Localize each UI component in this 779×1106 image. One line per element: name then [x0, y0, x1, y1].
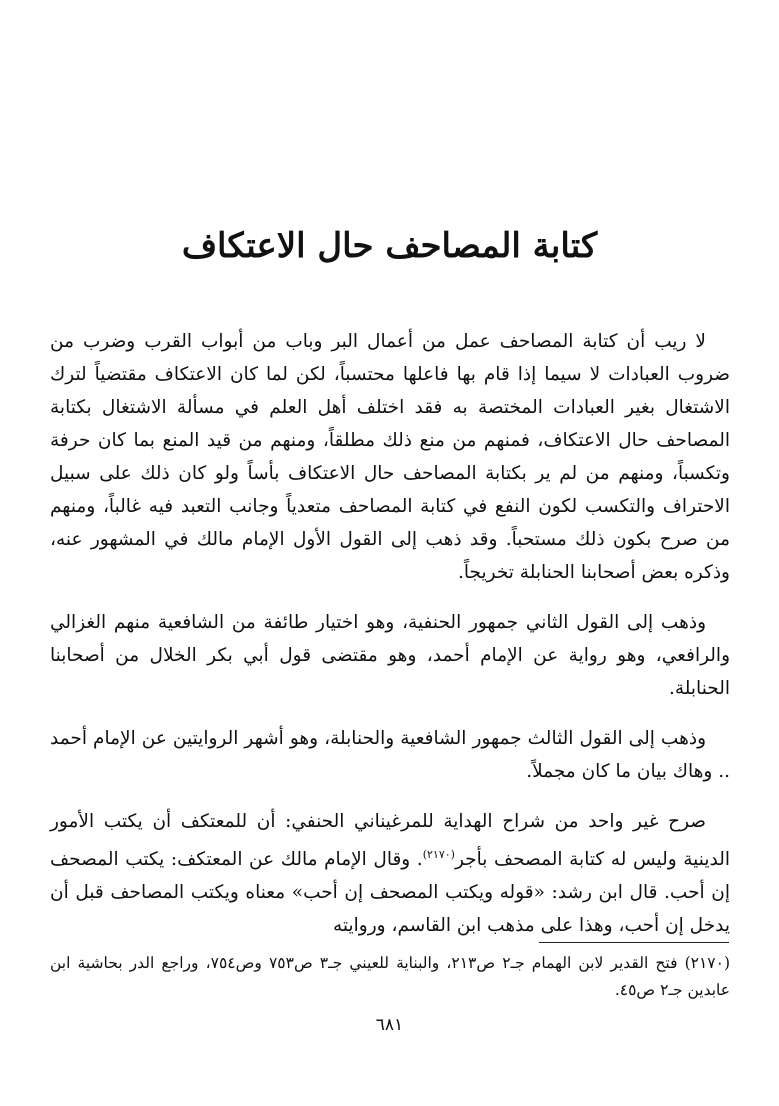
paragraph-4-text-a: صرح غير واحد من شراح الهداية للمرغيناني الحنفي: أن للمعتكف أن يكتب الأمور الدينية وليس له كتابة المصحف بأجر — [50, 811, 730, 871]
paragraph-3: وذهب إلى القول الثالث جمهور الشافعية والحنابلة، وهو أشهر الروايتين عن الإمام أحمد .. وهاك بيان ما كان مجملاً. — [50, 728, 730, 782]
main-text — [50, 325, 730, 959]
paragraph-4-text-b: . وقال الإمام مالك عن المعتكف: يكتب المصحف إن أحب. قال ابن رشد: «قوله ويكتب المصحف إن أحب» معناه ويكتب المصاحف قبل أن يدخل إن أحب، وهذا على مذهب ابن القاسم، وروايته — [50, 849, 730, 937]
paragraph-1: لا ريب أن كتابة المصاحف عمل من أعمال البر وباب من أبواب القرب وضرب من ضروب العبادات لا سيما إذا قام بها فاعلها محتسباً، لكن لما كان الاعتكاف مقتضياً لترك الاشتغال بغير العبادات المختصة به فقد اختلف أهل العلم في مسألة الاشتغال بكتابة المصاحف حال الاعتكاف، فمنهم من منع ذلك مطلقاً، ومنهم من قيد المنع بما كان حرفة وتكسباً، ومنهم من لم ير بكتابة المصاحف حال الاعتكاف بأساً ولو كان ذلك على سبيل الاحتراف والتكسب لكون النفع في كتابة المصاحف متعدياً وجانب التعبد فيه غالباً، ومنهم من صرح بكون ذلك مستحباً. وقد ذهب إلى القول الأول الإمام مالك في المشهور عنه، وذكره بعض أصحابنا الحنابلة تخريجاً. — [50, 331, 730, 583]
footnote-text: فتح القدير لابن الهمام جـ٢ ص٢١٣، والبناية للعيني جـ٣ ص٧٥٣ وص٧٥٤، وراجع الدر بحاشية ابن عابدين جـ٢ ص٤٥. — [50, 954, 730, 999]
footnote-number: (٢١٧٠) — [684, 954, 731, 972]
footnote — [50, 950, 730, 1004]
page-title: كتابة المصاحف حال الاعتكاف — [181, 226, 598, 266]
paragraph-2: وذهب إلى القول الثاني جمهور الحنفية، وهو اختيار طائفة من الشافعية منهم الغزالي والرافعي، وهو رواية عن الإمام أحمد، وهو مقتضى قول أبي بكر الخلال من أصحابنا الحنابلة. — [50, 612, 730, 699]
page-number: ٦٨١ — [375, 1015, 404, 1035]
footnote-divider — [539, 942, 729, 943]
paragraph-4 — [50, 805, 730, 942]
footnote-reference: (٢١٧٠) — [422, 848, 455, 861]
